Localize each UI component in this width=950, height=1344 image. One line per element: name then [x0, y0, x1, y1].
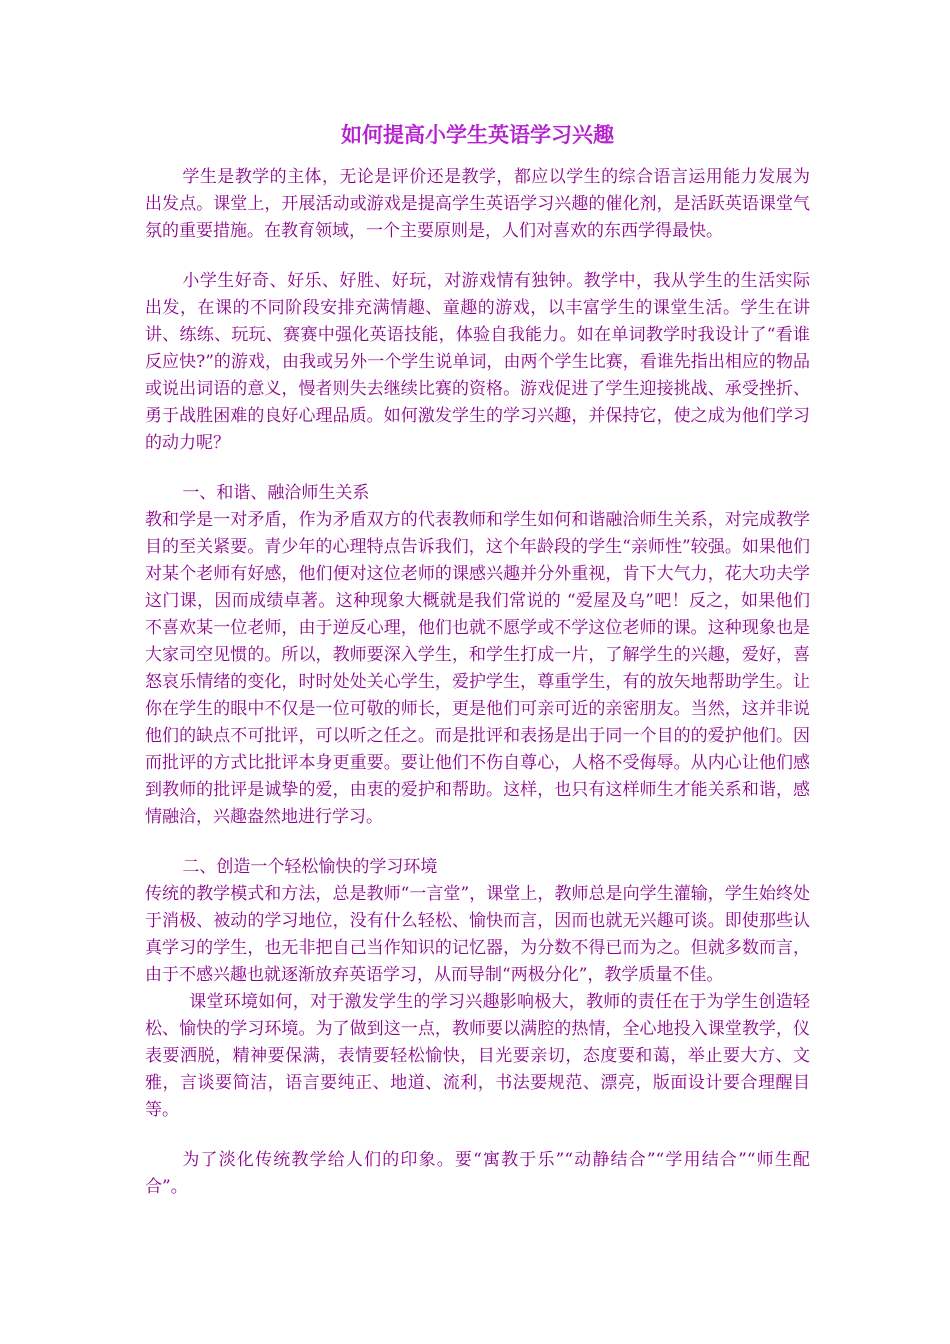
paragraph-gap	[145, 831, 810, 854]
document-content	[145, 120, 810, 1201]
paragraph-gap	[145, 245, 810, 268]
intro-paragraph-2: 小学生好奇、好乐、好胜、好玩，对游戏情有独钟。教学中，我从学生的生活实际出发，在课的不同阶段安排充满情趣、童趣的游戏，以丰富学生的课堂生活。学生在讲讲、练练、玩玩、赛赛中强化英语技能，体验自我能力。如在单词教学时我设计了“看谁反应快?”的游戏，由我或另外一个学生说单词，由两个学生比赛，看谁先指出相应的物品或说出词语的意义，慢者则失去继续比赛的资格。游戏促进了学生迎接挑战、承受挫折、勇于战胜困难的良好心理品质。如何激发学生的学习兴趣，并保持它，使之成为他们学习的动力呢？	[145, 271, 810, 453]
intro-paragraph-1: 学生是教学的主体，无论是评价还是教学，都应以学生的综合语言运用能力发展为出发点。课堂上，开展活动或游戏是提高学生英语学习兴趣的催化剂，是活跃英语课堂气氛的重要措施。在教育领域，一个主要原则是，人们对喜欢的东西学得最快。	[145, 167, 810, 241]
paragraph-gap	[145, 457, 810, 480]
section-2-heading: 二、创造一个轻松愉快的学习环境	[182, 857, 438, 877]
section-1-body: 教和学是一对矛盾，作为矛盾双方的代表教师和学生如何和谐融洽师生关系，对完成教学目的至关紧要。青少年的心理特点告诉我们，这个年龄段的学生“亲师性”较强。如果他们对某个老师有好感，他们便对这位老师的课感兴趣并分外重视，肯下大气力，花大功夫学这门课，因而成绩卓著。这种现象大概就是我们常说的 “爱屋及乌”吧！反之，如果他们不喜欢某一位老师，由于逆反心理，他们也就不愿学或不学这位老师的课。这种现象也是大家司空见惯的。所以，教师要深入学生，和学生打成一片，了解学生的兴趣，爱好，喜怒哀乐情绪的变化，时时处处关心学生，爱护学生，尊重学生，有的放矢地帮助学生。让你在学生的眼中不仅是一位可敬的师长，更是他们可亲可近的亲密朋友。当然，这并非说他们的缺点不可批评，可以听之任之。而是批评和表扬是出于同一个目的的爱护他们。因而批评的方式比批评本身更重要。要让他们不伤自尊心，人格不受侮辱。从内心让他们感到教师的批评是诚挚的爱，由衷的爱护和帮助。这样，也只有这样师生才能关系和谐，感情融洽，兴趣盎然地进行学习。	[145, 510, 810, 827]
document-title: 如何提高小学生英语学习兴趣	[341, 122, 614, 147]
section-1-heading: 一、和谐、融洽师生关系	[182, 483, 370, 503]
closing-paragraph: 为了淡化传统教学给人们的印象。要“寓教于乐”“动静结合”“学用结合”“师生配合”。	[145, 1150, 810, 1197]
section-2-body-1: 传统的教学模式和方法，总是教师“一言堂”，课堂上，教师总是向学生灌输，学生始终处于消极、被动的学习地位，没有什么轻松、愉快而言，因而也就无兴趣可谈。即使那些认真学习的学生，也无非把自己当作知识的记忆器，为分数不得已而为之。但就多数而言，由于不感兴趣也就逐渐放弃英语学习，从而导制“两极分化”，教学质量不佳。	[145, 884, 810, 985]
section-2-body-2: 课堂环境如何，对于激发学生的学习兴趣影响极大，教师的责任在于为学生创造轻松、愉快的学习环境。为了做到这一点，教师要以满腔的热情，全心地投入课堂教学，仪表要洒脱，精神要保满，表情要轻松愉快，目光要亲切，态度要和蔼，举止要大方、文雅，言谈要简洁，语言要纯正、地道、流利，书法要规范、漂亮，版面设计要合理醒目等。	[145, 992, 810, 1120]
paragraph-gap	[145, 1124, 810, 1147]
